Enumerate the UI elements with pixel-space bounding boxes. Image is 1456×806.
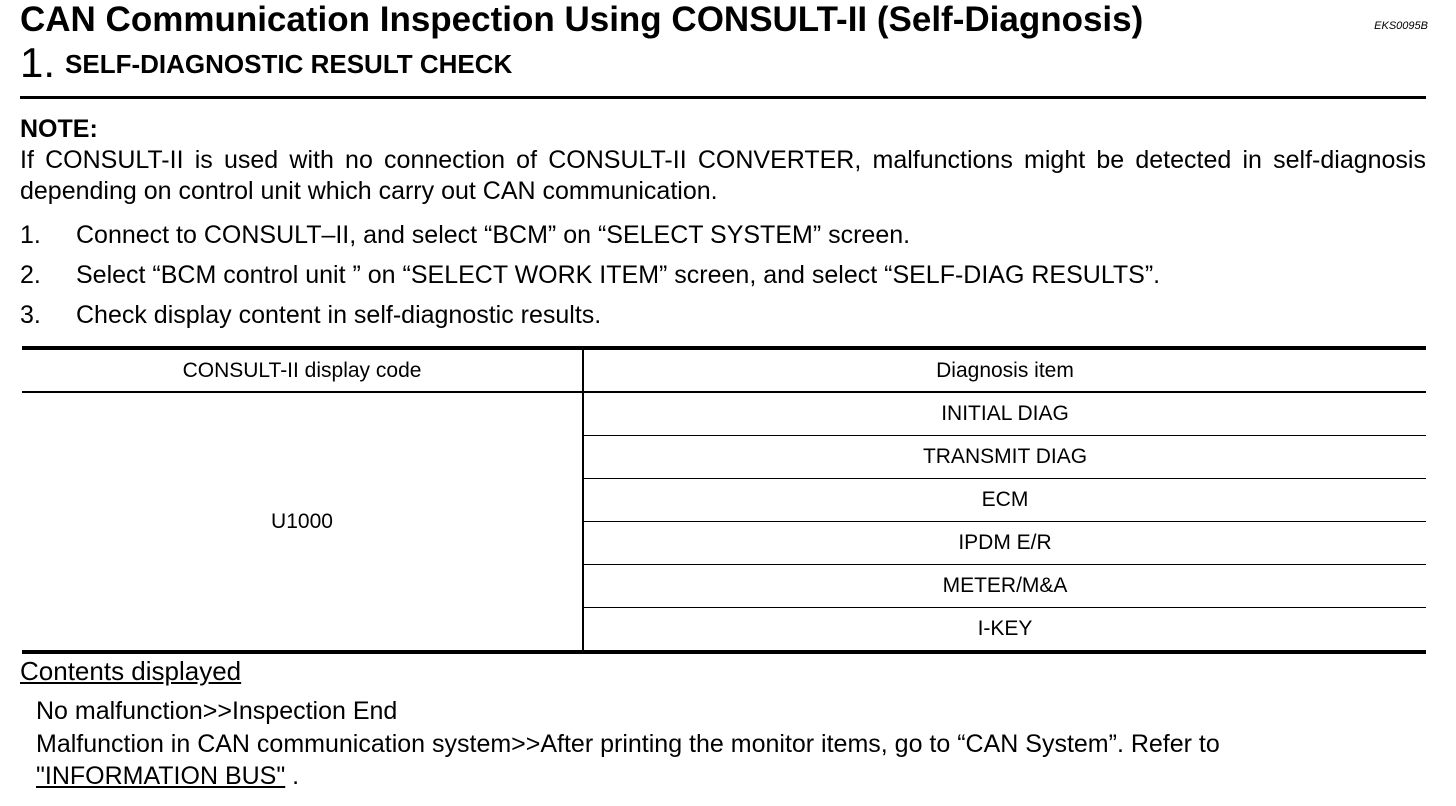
section-divider	[20, 96, 1426, 99]
result-trailing-text: .	[285, 762, 300, 790]
table-header-row	[22, 348, 1426, 392]
procedure-step-number: 3.	[20, 301, 41, 329]
result-malfunction	[36, 728, 1426, 792]
column-header-diagnosis-item: Diagnosis item	[583, 348, 1426, 392]
diagnosis-item-cell: METER/M&A	[583, 565, 1426, 608]
result-malfunction-text: Malfunction in CAN communication system>>After printing the monitor items, go to “CAN System”. Refer to	[36, 730, 1220, 758]
step-heading	[20, 40, 512, 86]
diagnosis-item-cell: IPDM E/R	[583, 522, 1426, 565]
procedure-step	[20, 255, 1160, 295]
procedure-steps	[20, 215, 1160, 335]
procedure-step-text: Connect to CONSULT–II, and select “BCM” on “SELECT SYSTEM” screen.	[76, 221, 911, 249]
diagnosis-item-cell: ECM	[583, 479, 1426, 522]
note-label: NOTE:	[20, 115, 98, 143]
procedure-step-number: 1.	[20, 221, 41, 249]
step-number: 1.	[20, 39, 56, 86]
diagnosis-item-cell: INITIAL DIAG	[941, 402, 1069, 425]
step-title: SELF-DIAGNOSTIC RESULT CHECK	[65, 49, 513, 79]
note-text: If CONSULT-II is used with no connection of CONSULT-II CONVERTER, malfunctions might be detected in self-diagnosis depending on control unit which carry out CAN communication.	[20, 146, 1426, 205]
page-title: CAN Communication Inspection Using CONSULT-II (Self-Diagnosis)	[20, 0, 1144, 39]
document-code: EKS0095B	[1374, 20, 1428, 32]
procedure-step-text: Check display content in self-diagnostic results.	[76, 301, 602, 329]
procedure-step-number: 2.	[20, 261, 41, 289]
diagnosis-item-cell: I-KEY	[583, 608, 1426, 653]
diagnosis-table	[22, 346, 1426, 654]
procedure-step	[20, 295, 1160, 335]
column-header-display-code: CONSULT-II display code	[22, 348, 583, 392]
procedure-step-text: Select “BCM control unit ” on “SELECT WORK ITEM” screen, and select “SELF-DIAG RESULTS”.	[76, 261, 1161, 289]
display-code-cell: U1000	[22, 392, 583, 652]
contents-displayed-label: Contents displayed	[20, 656, 242, 686]
table-row	[22, 392, 1426, 436]
information-bus-link[interactable]: "INFORMATION BUS"	[36, 762, 286, 790]
procedure-step	[20, 215, 1160, 255]
result-no-malfunction: No malfunction>>Inspection End	[36, 697, 398, 725]
diagnosis-item-cell: TRANSMIT DIAG	[583, 436, 1426, 479]
